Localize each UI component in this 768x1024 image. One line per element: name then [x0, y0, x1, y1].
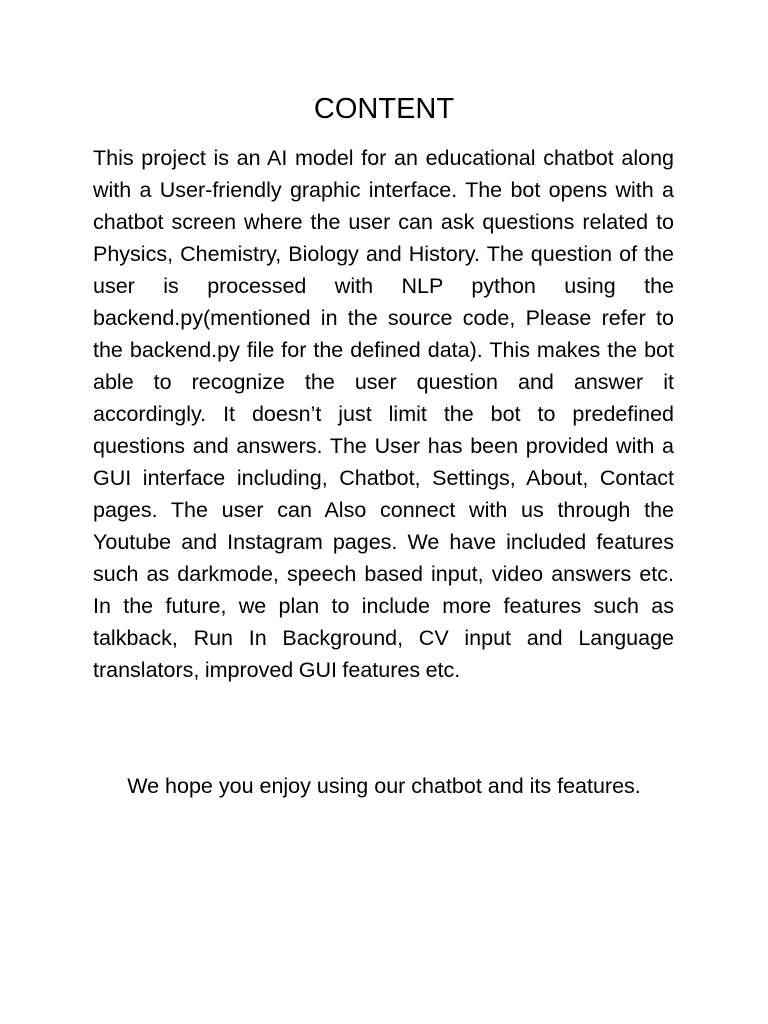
closing-paragraph: We hope you enjoy using our chatbot and its features.	[127, 774, 641, 798]
body-paragraph: This project is an AI model for an educational chatbot along with a User-friendly graphic interface. The bot opens with a chatbot screen where the user can ask questions related to Physics, Chemistry, Biology and History. The question of the user is processed with NLP python using the backend.py(mentioned in the source code, Please refer to the backend.py file for the defined data). This makes the bot able to recognize the user question and answer it accordingly. It doesn’t just limit the bot to predefined questions and answers. The User has been provided with a GUI interface including, Chatbot, Settings, About, Contact pages. The user can Also connect with us through the Youtube and Instagram pages. We have included features such as darkmode, speech based input, video answers etc. In the future, we plan to include more features such as talkback, Run In Background, CV input and Language translators, improved GUI features etc.	[93, 146, 674, 682]
page-title: CONTENT	[313, 93, 455, 125]
